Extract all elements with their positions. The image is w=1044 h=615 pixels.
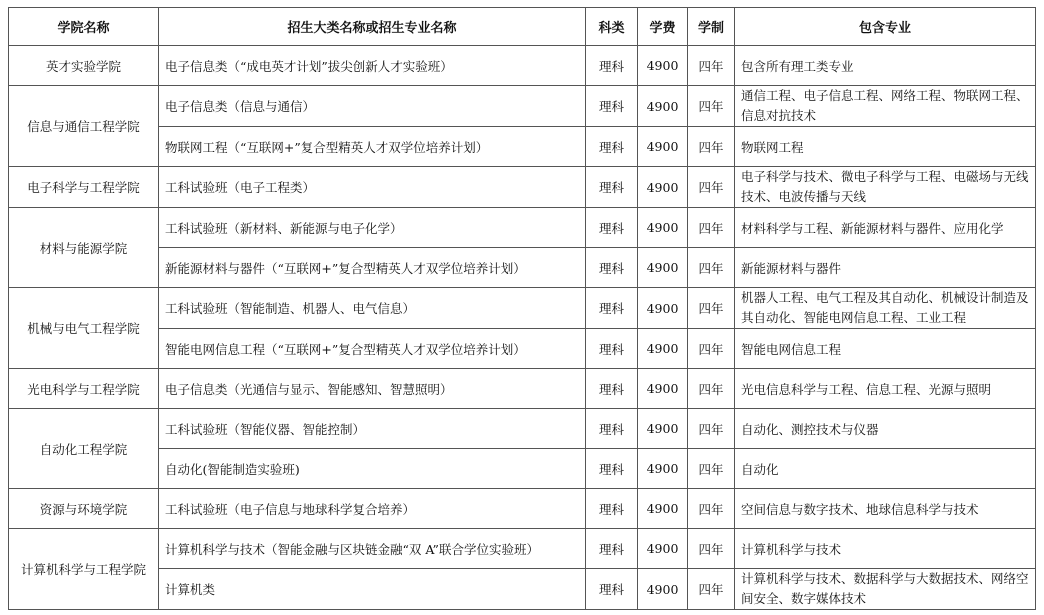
table-row: [9, 46, 1036, 86]
program-cell: 工科试验班（智能仪器、智能控制）: [159, 409, 586, 449]
category-cell: 理科: [586, 529, 638, 569]
table-row: [9, 569, 1036, 610]
header-category: 科类: [586, 8, 638, 46]
table-row: [9, 449, 1036, 489]
category-cell: 理科: [586, 86, 638, 127]
category-cell: 理科: [586, 248, 638, 288]
program-cell: 新能源材料与器件（“互联网+”复合型精英人才双学位培养计划）: [159, 248, 586, 288]
table-row: [9, 489, 1036, 529]
program-cell: 物联网工程（“互联网+”复合型精英人才双学位培养计划）: [159, 127, 586, 167]
majors-cell: 电子科学与技术、微电子科学与工程、电磁场与无线技术、电波传播与天线: [735, 167, 1036, 208]
duration-cell: 四年: [688, 409, 735, 449]
header-row: [9, 8, 1036, 46]
duration-cell: 四年: [688, 569, 735, 610]
category-cell: 理科: [586, 167, 638, 208]
program-cell: 自动化(智能制造实验班): [159, 449, 586, 489]
fee-cell: 4900: [638, 449, 688, 489]
header-college: 学院名称: [9, 8, 159, 46]
category-cell: 理科: [586, 489, 638, 529]
header-fee: 学费: [638, 8, 688, 46]
fee-cell: 4900: [638, 489, 688, 529]
college-cell: 材料与能源学院: [9, 208, 159, 288]
table-row: [9, 288, 1036, 329]
majors-cell: 计算机科学与技术、数据科学与大数据技术、网络空间安全、数字媒体技术: [735, 569, 1036, 610]
program-cell: 电子信息类（信息与通信）: [159, 86, 586, 127]
fee-cell: 4900: [638, 288, 688, 329]
category-cell: 理科: [586, 409, 638, 449]
category-cell: 理科: [586, 288, 638, 329]
fee-cell: 4900: [638, 46, 688, 86]
majors-cell: 光电信息科学与工程、信息工程、光源与照明: [735, 369, 1036, 409]
majors-cell: 自动化、测控技术与仪器: [735, 409, 1036, 449]
fee-cell: 4900: [638, 369, 688, 409]
majors-cell: 通信工程、电子信息工程、网络工程、物联网工程、信息对抗技术: [735, 86, 1036, 127]
college-cell: 电子科学与工程学院: [9, 167, 159, 208]
duration-cell: 四年: [688, 46, 735, 86]
program-cell: 智能电网信息工程（“互联网+”复合型精英人才双学位培养计划）: [159, 329, 586, 369]
duration-cell: 四年: [688, 86, 735, 127]
table-row: [9, 369, 1036, 409]
program-cell: 电子信息类（光通信与显示、智能感知、智慧照明）: [159, 369, 586, 409]
majors-cell: 空间信息与数字技术、地球信息科学与技术: [735, 489, 1036, 529]
majors-cell: 物联网工程: [735, 127, 1036, 167]
majors-cell: 材料科学与工程、新能源材料与器件、应用化学: [735, 208, 1036, 248]
fee-cell: 4900: [638, 167, 688, 208]
fee-cell: 4900: [638, 329, 688, 369]
table-row: [9, 529, 1036, 569]
duration-cell: 四年: [688, 489, 735, 529]
program-cell: 计算机类: [159, 569, 586, 610]
fee-cell: 4900: [638, 248, 688, 288]
program-cell: 工科试验班（电子信息与地球科学复合培养）: [159, 489, 586, 529]
table-row: [9, 248, 1036, 288]
duration-cell: 四年: [688, 208, 735, 248]
table-row: [9, 329, 1036, 369]
college-cell: 光电科学与工程学院: [9, 369, 159, 409]
majors-cell: 计算机科学与技术: [735, 529, 1036, 569]
duration-cell: 四年: [688, 248, 735, 288]
program-cell: 计算机科学与技术（智能金融与区块链金融“双 A”联合学位实验班）: [159, 529, 586, 569]
program-cell: 电子信息类（“成电英才计划”拔尖创新人才实验班）: [159, 46, 586, 86]
duration-cell: 四年: [688, 529, 735, 569]
table-row: [9, 127, 1036, 167]
majors-cell: 机器人工程、电气工程及其自动化、机械设计制造及其自动化、智能电网信息工程、工业工程: [735, 288, 1036, 329]
program-cell: 工科试验班（新材料、新能源与电子化学）: [159, 208, 586, 248]
category-cell: 理科: [586, 208, 638, 248]
college-cell: 资源与环境学院: [9, 489, 159, 529]
majors-cell: 新能源材料与器件: [735, 248, 1036, 288]
majors-cell: 自动化: [735, 449, 1036, 489]
majors-cell: 智能电网信息工程: [735, 329, 1036, 369]
duration-cell: 四年: [688, 369, 735, 409]
college-cell: 信息与通信工程学院: [9, 86, 159, 167]
category-cell: 理科: [586, 569, 638, 610]
category-cell: 理科: [586, 369, 638, 409]
header-duration: 学制: [688, 8, 735, 46]
college-cell: 计算机科学与工程学院: [9, 529, 159, 610]
college-cell: 机械与电气工程学院: [9, 288, 159, 369]
table-row: [9, 409, 1036, 449]
header-program: 招生大类名称或招生专业名称: [159, 8, 586, 46]
duration-cell: 四年: [688, 329, 735, 369]
fee-cell: 4900: [638, 409, 688, 449]
table-row: [9, 167, 1036, 208]
fee-cell: 4900: [638, 127, 688, 167]
header-majors: 包含专业: [735, 8, 1036, 46]
duration-cell: 四年: [688, 127, 735, 167]
category-cell: 理科: [586, 127, 638, 167]
majors-cell: 包含所有理工类专业: [735, 46, 1036, 86]
fee-cell: 4900: [638, 569, 688, 610]
category-cell: 理科: [586, 329, 638, 369]
program-cell: 工科试验班（电子工程类）: [159, 167, 586, 208]
duration-cell: 四年: [688, 449, 735, 489]
table-row: [9, 208, 1036, 248]
fee-cell: 4900: [638, 86, 688, 127]
table-row: [9, 86, 1036, 127]
fee-cell: 4900: [638, 208, 688, 248]
admissions-table: [8, 7, 1036, 610]
college-cell: 自动化工程学院: [9, 409, 159, 489]
fee-cell: 4900: [638, 529, 688, 569]
category-cell: 理科: [586, 449, 638, 489]
duration-cell: 四年: [688, 167, 735, 208]
duration-cell: 四年: [688, 288, 735, 329]
college-cell: 英才实验学院: [9, 46, 159, 86]
category-cell: 理科: [586, 46, 638, 86]
program-cell: 工科试验班（智能制造、机器人、电气信息）: [159, 288, 586, 329]
